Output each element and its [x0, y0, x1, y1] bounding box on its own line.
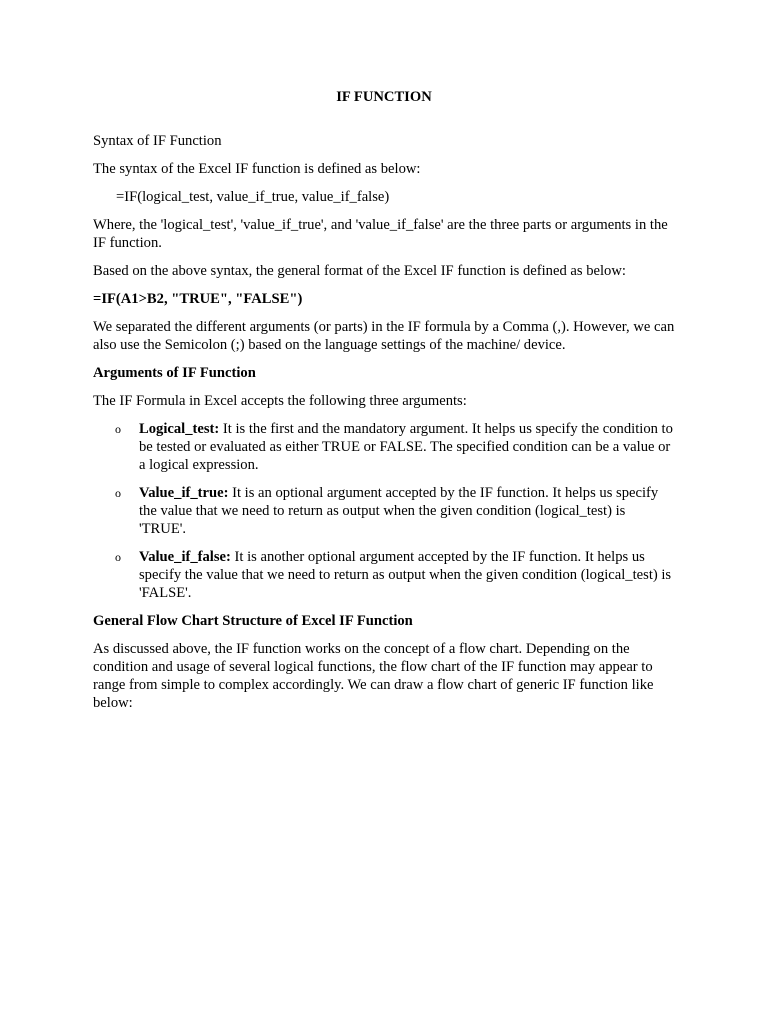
arguments-list: [93, 420, 675, 602]
general-format-formula: =IF(A1>B2, "TRUE", "FALSE"): [93, 291, 303, 307]
argument-description: It is the first and the mandatory argument. It helps us specify the condition to be tested or evaluated as either TRUE or FALSE. The specified condition can be a value or a logical expression.: [139, 421, 673, 473]
arguments-intro: The IF Formula in Excel accepts the following three arguments:: [93, 393, 467, 409]
bullet-icon: o: [115, 422, 121, 436]
separator-paragraph: We separated the different arguments (or parts) in the IF formula by a Comma (,). However, we can also use the Semicolon (;) based on the language settings of the machine/ device.: [93, 319, 675, 353]
argument-description: It is an optional argument accepted by the IF function. It helps us specify the value that we need to return as output when the given condition (logical_test) is 'TRUE'.: [139, 485, 659, 537]
bullet-icon: o: [115, 486, 121, 500]
arguments-heading: Arguments of IF Function: [93, 365, 256, 381]
where-paragraph: Where, the 'logical_test', 'value_if_true', and 'value_if_false' are the three parts or arguments in the IF function.: [93, 217, 668, 251]
syntax-intro: The syntax of the Excel IF function is defined as below:: [93, 161, 421, 177]
flowchart-heading: General Flow Chart Structure of Excel IF Function: [93, 613, 413, 629]
syntax-formula: =IF(logical_test, value_if_true, value_if_false): [116, 189, 390, 205]
document-body: [93, 88, 675, 722]
argument-term: Logical_test:: [139, 421, 220, 437]
list-item-value-if-true: [93, 484, 675, 538]
bullet-icon: o: [115, 550, 121, 564]
flowchart-paragraph: As discussed above, the IF function works on the concept of a flow chart. Depending on the condition and usage of several logical functions, the flow chart of the IF function may appear to range from simple to complex accordingly. We can draw a flow chart of generic IF function like below:: [93, 641, 654, 711]
general-format-intro: Based on the above syntax, the general format of the Excel IF function is defined as below:: [93, 263, 626, 279]
list-item-logical-test: [93, 420, 675, 474]
argument-term: Value_if_true:: [139, 485, 229, 501]
argument-term: Value_if_false:: [139, 549, 231, 565]
document-title: IF FUNCTION: [336, 89, 432, 105]
argument-description: It is another optional argument accepted by the IF function. It helps us specify the value that we need to return as output when the given condition (logical_test) is 'FALSE'.: [139, 549, 672, 601]
syntax-heading: Syntax of IF Function: [93, 133, 222, 149]
list-item-value-if-false: [93, 548, 675, 602]
